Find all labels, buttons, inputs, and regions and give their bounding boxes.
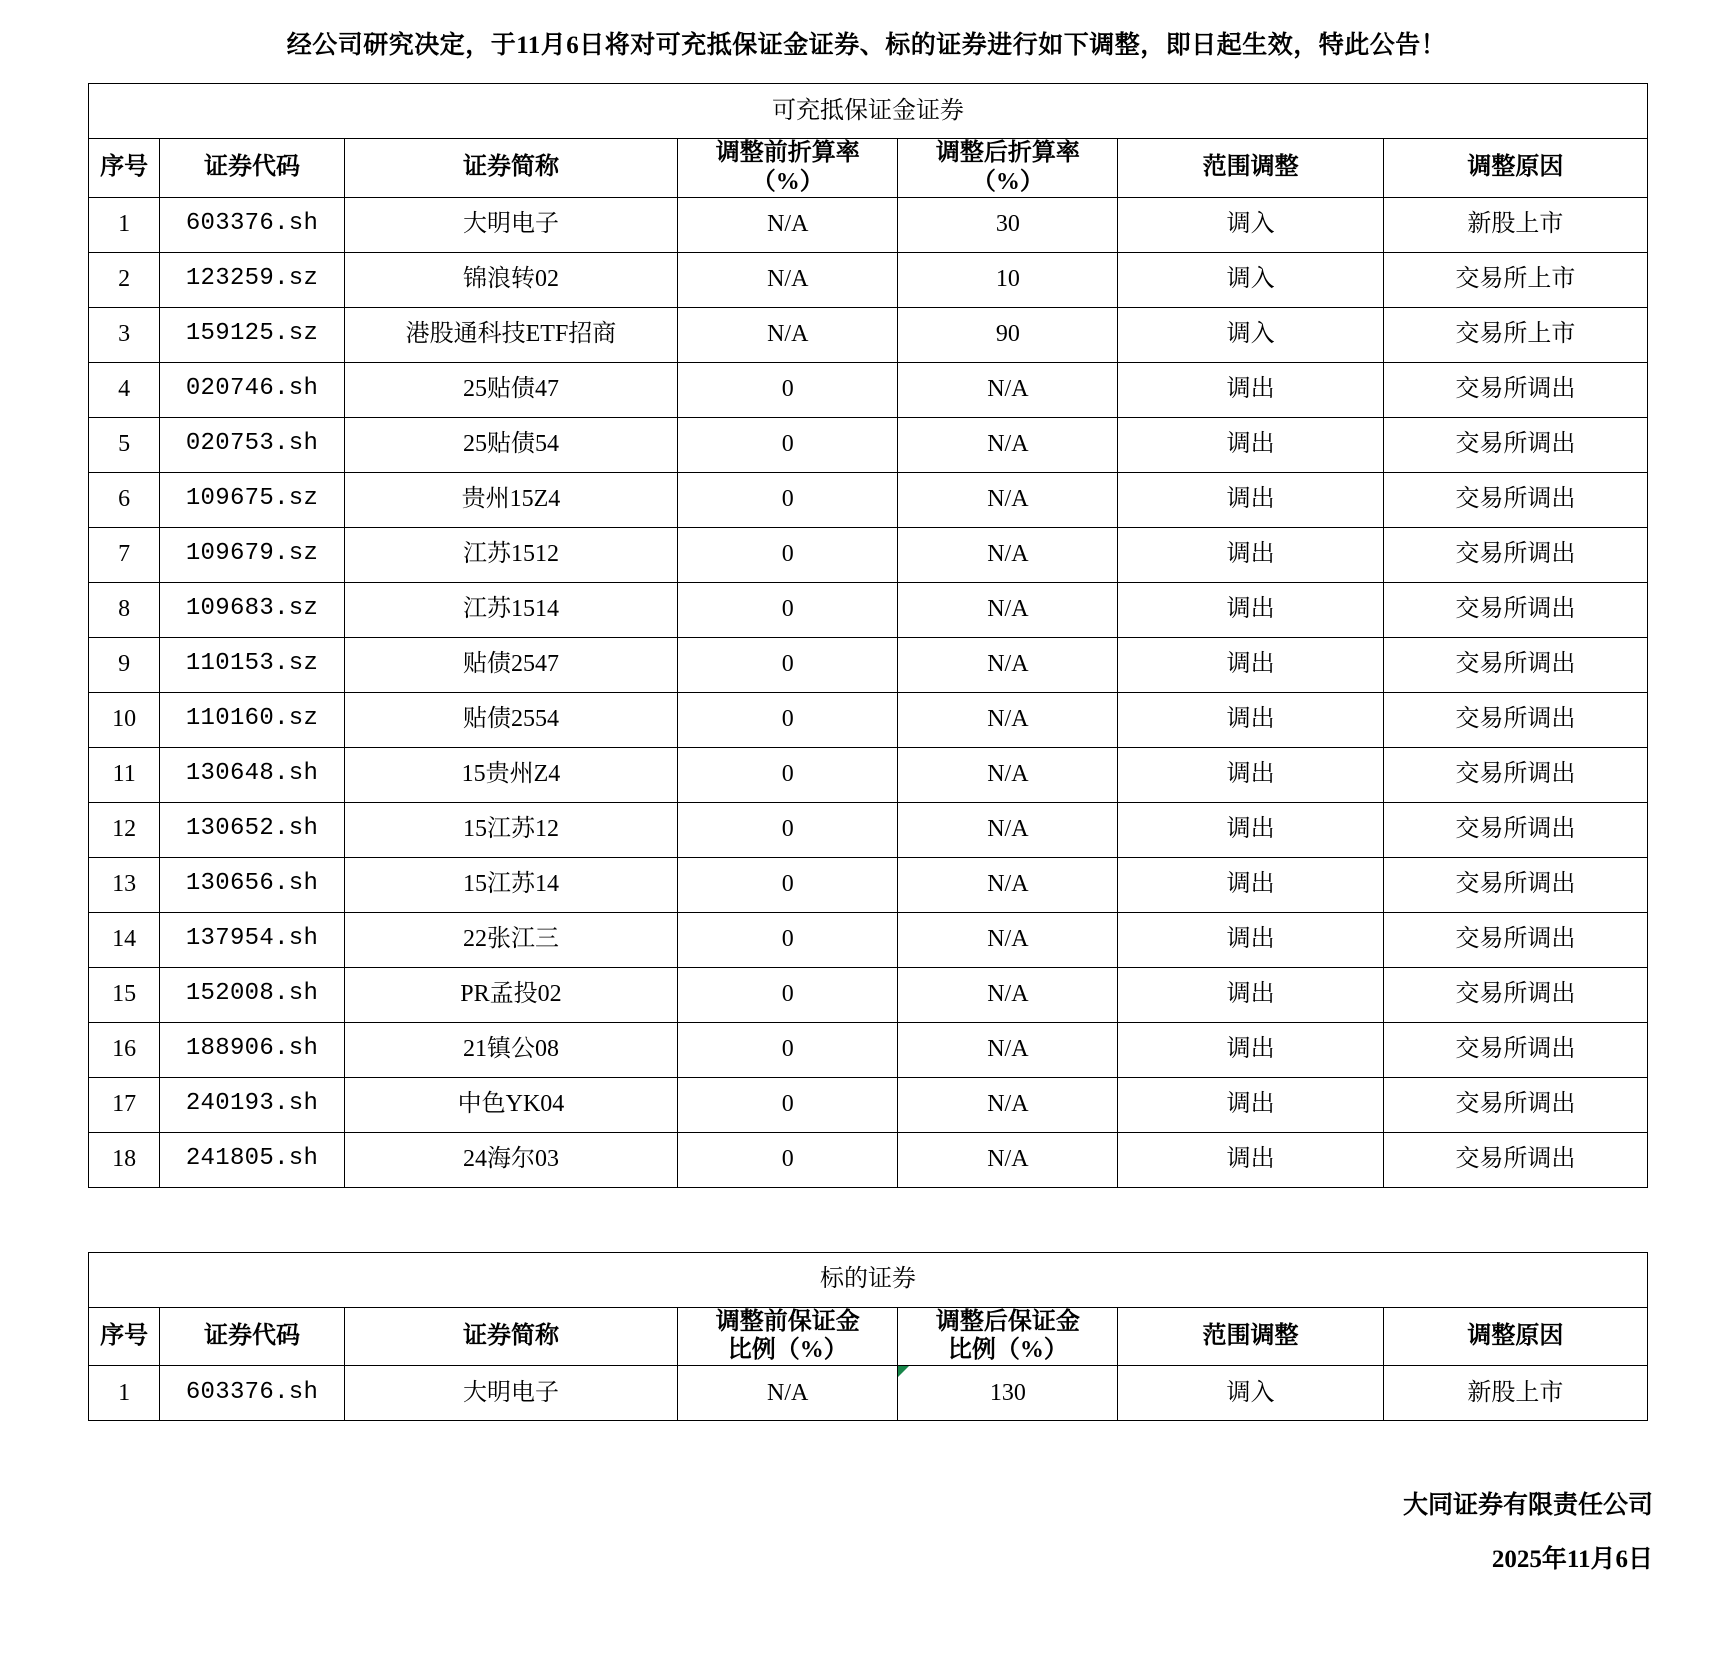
cell-reason: 新股上市 bbox=[1383, 197, 1647, 252]
cell-scope: 调入 bbox=[1118, 1366, 1383, 1421]
cell-reason: 交易所调出 bbox=[1383, 1132, 1647, 1187]
cell-scope: 调出 bbox=[1118, 912, 1383, 967]
cell-rate-before: 0 bbox=[678, 1022, 898, 1077]
cell-reason: 新股上市 bbox=[1383, 1366, 1647, 1421]
cell-reason: 交易所调出 bbox=[1383, 802, 1647, 857]
cell-rate-after: N/A bbox=[898, 1132, 1118, 1187]
cell-reason: 交易所调出 bbox=[1383, 912, 1647, 967]
table-row bbox=[89, 307, 1648, 362]
cell-rate-before: 0 bbox=[678, 747, 898, 802]
cell-short-name: 22张江三 bbox=[344, 912, 677, 967]
col-header-rate-after bbox=[898, 139, 1118, 198]
cell-scope: 调出 bbox=[1118, 692, 1383, 747]
cell-scope: 调入 bbox=[1118, 252, 1383, 307]
cell-rate-before: 0 bbox=[678, 692, 898, 747]
cell-reason: 交易所调出 bbox=[1383, 582, 1647, 637]
cell-rate-after: N/A bbox=[898, 857, 1118, 912]
table-row bbox=[89, 857, 1648, 912]
cell-rate-before: 0 bbox=[678, 912, 898, 967]
col-header-margin-before bbox=[678, 1307, 898, 1366]
cell-index: 18 bbox=[89, 1132, 160, 1187]
cell-index: 11 bbox=[89, 747, 160, 802]
cell-scope: 调出 bbox=[1118, 747, 1383, 802]
cell-scope: 调入 bbox=[1118, 197, 1383, 252]
cell-margin-after: 130 bbox=[898, 1366, 1118, 1421]
underlying-securities-table bbox=[88, 1252, 1648, 1422]
col-header-rate-after-line1: 调整后折算率 bbox=[935, 140, 1080, 166]
cell-short-name: 15江苏14 bbox=[344, 857, 677, 912]
cell-index: 12 bbox=[89, 802, 160, 857]
cell-rate-before: 0 bbox=[678, 362, 898, 417]
cell-rate-after: 30 bbox=[898, 197, 1118, 252]
col-header-reason: 调整原因 bbox=[1383, 1307, 1647, 1366]
cell-scope: 调出 bbox=[1118, 472, 1383, 527]
col-header-short-name: 证券简称 bbox=[344, 139, 677, 198]
cell-scope: 调出 bbox=[1118, 417, 1383, 472]
col-header-rate-before-line2: （%） bbox=[751, 168, 824, 195]
cell-scope: 调出 bbox=[1118, 527, 1383, 582]
cell-short-name: 21镇公08 bbox=[344, 1022, 677, 1077]
col-header-code: 证券代码 bbox=[160, 139, 345, 198]
cell-scope: 调出 bbox=[1118, 362, 1383, 417]
cell-index: 8 bbox=[89, 582, 160, 637]
collateral-securities-table-wrap bbox=[0, 83, 1733, 1188]
cell-index: 17 bbox=[89, 1077, 160, 1132]
cell-code: 109683.sz bbox=[160, 582, 345, 637]
col-header-scope: 范围调整 bbox=[1118, 1307, 1383, 1366]
table-header-row bbox=[89, 139, 1648, 198]
cell-margin-before: N/A bbox=[678, 1366, 898, 1421]
cell-index: 16 bbox=[89, 1022, 160, 1077]
table-row bbox=[89, 1022, 1648, 1077]
footer-company: 大同证券有限责任公司 bbox=[1402, 1492, 1653, 1520]
table-row bbox=[89, 362, 1648, 417]
col-header-index: 序号 bbox=[89, 1307, 160, 1366]
table-gap bbox=[0, 1188, 1733, 1252]
table-row bbox=[89, 637, 1648, 692]
cell-reason: 交易所调出 bbox=[1383, 637, 1647, 692]
cell-code: 130648.sh bbox=[160, 747, 345, 802]
cell-index: 6 bbox=[89, 472, 160, 527]
cell-index: 10 bbox=[89, 692, 160, 747]
cell-scope: 调出 bbox=[1118, 1022, 1383, 1077]
col-header-scope: 范围调整 bbox=[1118, 139, 1383, 198]
cell-scope: 调出 bbox=[1118, 967, 1383, 1022]
cell-code: 241805.sh bbox=[160, 1132, 345, 1187]
cell-rate-before: 0 bbox=[678, 967, 898, 1022]
cell-short-name: 大明电子 bbox=[344, 197, 677, 252]
footer-date: 2025年11月6日 bbox=[1491, 1546, 1653, 1574]
col-header-short-name: 证券简称 bbox=[344, 1307, 677, 1366]
cell-rate-after: N/A bbox=[898, 747, 1118, 802]
cell-rate-after: N/A bbox=[898, 417, 1118, 472]
cell-rate-before: 0 bbox=[678, 1132, 898, 1187]
cell-reason: 交易所调出 bbox=[1383, 967, 1647, 1022]
cell-rate-after: N/A bbox=[898, 637, 1118, 692]
col-header-rate-before-line1: 调整前折算率 bbox=[715, 140, 860, 166]
cell-code: 109675.sz bbox=[160, 472, 345, 527]
cell-code: 152008.sh bbox=[160, 967, 345, 1022]
cell-index: 9 bbox=[89, 637, 160, 692]
cell-rate-before: N/A bbox=[678, 197, 898, 252]
cell-reason: 交易所调出 bbox=[1383, 857, 1647, 912]
cell-reason: 交易所调出 bbox=[1383, 747, 1647, 802]
cell-short-name: 15贵州Z4 bbox=[344, 747, 677, 802]
cell-rate-after: N/A bbox=[898, 472, 1118, 527]
cell-rate-before: N/A bbox=[678, 252, 898, 307]
table-row bbox=[89, 197, 1648, 252]
cell-short-name: 中色YK04 bbox=[344, 1077, 677, 1132]
cell-rate-after: 10 bbox=[898, 252, 1118, 307]
cell-rate-before: 0 bbox=[678, 472, 898, 527]
cell-rate-before: 0 bbox=[678, 527, 898, 582]
cell-short-name: 贵州15Z4 bbox=[344, 472, 677, 527]
cell-index: 7 bbox=[89, 527, 160, 582]
cell-index: 3 bbox=[89, 307, 160, 362]
cell-reason: 交易所上市 bbox=[1383, 307, 1647, 362]
cell-short-name: 贴债2547 bbox=[344, 637, 677, 692]
table-row bbox=[89, 1077, 1648, 1132]
cell-rate-after: N/A bbox=[898, 692, 1118, 747]
collateral-securities-table bbox=[88, 83, 1648, 1188]
cell-scope: 调出 bbox=[1118, 1077, 1383, 1132]
cell-scope: 调出 bbox=[1118, 802, 1383, 857]
cell-code: 137954.sh bbox=[160, 912, 345, 967]
col-header-margin-after-line2: 比例（%） bbox=[947, 1337, 1068, 1364]
table-row bbox=[89, 967, 1648, 1022]
cell-reason: 交易所调出 bbox=[1383, 527, 1647, 582]
cell-scope: 调入 bbox=[1118, 307, 1383, 362]
col-header-index: 序号 bbox=[89, 139, 160, 198]
col-header-margin-before-line1: 调整前保证金 bbox=[715, 1308, 860, 1335]
cell-code: 130652.sh bbox=[160, 802, 345, 857]
col-header-margin-before-line2: 比例（%） bbox=[727, 1337, 848, 1364]
cell-code: 188906.sh bbox=[160, 1022, 345, 1077]
col-header-margin-after-line1: 调整后保证金 bbox=[935, 1308, 1080, 1335]
cell-code: 130656.sh bbox=[160, 857, 345, 912]
cell-reason: 交易所上市 bbox=[1383, 252, 1647, 307]
col-header-rate-before bbox=[678, 139, 898, 198]
cell-rate-after: N/A bbox=[898, 802, 1118, 857]
table-row bbox=[89, 692, 1648, 747]
cell-index: 5 bbox=[89, 417, 160, 472]
cell-reason: 交易所调出 bbox=[1383, 692, 1647, 747]
cell-short-name: PR孟投02 bbox=[344, 967, 677, 1022]
cell-rate-after: N/A bbox=[898, 582, 1118, 637]
cell-index: 4 bbox=[89, 362, 160, 417]
cell-code: 020746.sh bbox=[160, 362, 345, 417]
cell-scope: 调出 bbox=[1118, 857, 1383, 912]
table-row bbox=[89, 472, 1648, 527]
table-row bbox=[89, 802, 1648, 857]
table-row bbox=[89, 912, 1648, 967]
cell-rate-before: 0 bbox=[678, 1077, 898, 1132]
cell-rate-after: N/A bbox=[898, 912, 1118, 967]
table-row bbox=[89, 252, 1648, 307]
cell-reason: 交易所调出 bbox=[1383, 362, 1647, 417]
cell-rate-after: 90 bbox=[898, 307, 1118, 362]
cell-index: 14 bbox=[89, 912, 160, 967]
cell-code: 240193.sh bbox=[160, 1077, 345, 1132]
cell-rate-before: 0 bbox=[678, 417, 898, 472]
table-row bbox=[89, 527, 1648, 582]
cell-rate-after: N/A bbox=[898, 967, 1118, 1022]
table2-title: 标的证券 bbox=[89, 1252, 1648, 1307]
cell-rate-before: 0 bbox=[678, 582, 898, 637]
cell-code: 603376.sh bbox=[160, 197, 345, 252]
col-header-rate-after-line2: （%） bbox=[971, 168, 1044, 195]
cell-short-name: 江苏1514 bbox=[344, 582, 677, 637]
table-row bbox=[89, 582, 1648, 637]
table-row bbox=[89, 1132, 1648, 1187]
cell-short-name: 港股通科技ETF招商 bbox=[344, 307, 677, 362]
table-row bbox=[89, 747, 1648, 802]
cell-short-name: 25贴债47 bbox=[344, 362, 677, 417]
cell-rate-after: N/A bbox=[898, 362, 1118, 417]
cell-short-name: 25贴债54 bbox=[344, 417, 677, 472]
cell-index: 13 bbox=[89, 857, 160, 912]
cell-rate-after: N/A bbox=[898, 1077, 1118, 1132]
col-header-code: 证券代码 bbox=[160, 1307, 345, 1366]
cell-code: 110160.sz bbox=[160, 692, 345, 747]
cell-scope: 调出 bbox=[1118, 1132, 1383, 1187]
table-title-row bbox=[89, 84, 1648, 139]
cell-rate-before: 0 bbox=[678, 637, 898, 692]
cell-index: 2 bbox=[89, 252, 160, 307]
cell-code: 159125.sz bbox=[160, 307, 345, 362]
cell-short-name: 江苏1512 bbox=[344, 527, 677, 582]
table-row bbox=[89, 1366, 1648, 1421]
cell-short-name: 24海尔03 bbox=[344, 1132, 677, 1187]
cell-index: 15 bbox=[89, 967, 160, 1022]
cell-rate-before: 0 bbox=[678, 802, 898, 857]
cell-index: 1 bbox=[89, 197, 160, 252]
cell-reason: 交易所调出 bbox=[1383, 1077, 1647, 1132]
cell-index: 1 bbox=[89, 1366, 160, 1421]
cell-rate-before: N/A bbox=[678, 307, 898, 362]
table1-title: 可充抵保证金证券 bbox=[89, 84, 1648, 139]
cell-rate-before: 0 bbox=[678, 857, 898, 912]
col-header-margin-after bbox=[898, 1307, 1118, 1366]
cell-code: 020753.sh bbox=[160, 417, 345, 472]
table-header-row bbox=[89, 1307, 1648, 1366]
table-row bbox=[89, 417, 1648, 472]
cell-scope: 调出 bbox=[1118, 637, 1383, 692]
cell-code: 123259.sz bbox=[160, 252, 345, 307]
cell-scope: 调出 bbox=[1118, 582, 1383, 637]
cell-code: 109679.sz bbox=[160, 527, 345, 582]
cell-reason: 交易所调出 bbox=[1383, 1022, 1647, 1077]
cell-code: 603376.sh bbox=[160, 1366, 345, 1421]
cell-reason: 交易所调出 bbox=[1383, 417, 1647, 472]
cell-reason: 交易所调出 bbox=[1383, 472, 1647, 527]
cell-code: 110153.sz bbox=[160, 637, 345, 692]
col-header-reason: 调整原因 bbox=[1383, 139, 1647, 198]
document-footer bbox=[0, 1421, 1733, 1585]
cell-short-name: 贴债2554 bbox=[344, 692, 677, 747]
cell-short-name: 锦浪转02 bbox=[344, 252, 677, 307]
cell-short-name: 大明电子 bbox=[344, 1366, 677, 1421]
cell-rate-after: N/A bbox=[898, 527, 1118, 582]
cell-rate-after: N/A bbox=[898, 1022, 1118, 1077]
table-title-row bbox=[89, 1252, 1648, 1307]
cell-short-name: 15江苏12 bbox=[344, 802, 677, 857]
notice-paragraph: 经公司研究决定，于11月6日将对可充抵保证金证券、标的证券进行如下调整，即日起生效，特此公告！ bbox=[286, 32, 1447, 59]
underlying-securities-table-wrap bbox=[0, 1252, 1733, 1422]
